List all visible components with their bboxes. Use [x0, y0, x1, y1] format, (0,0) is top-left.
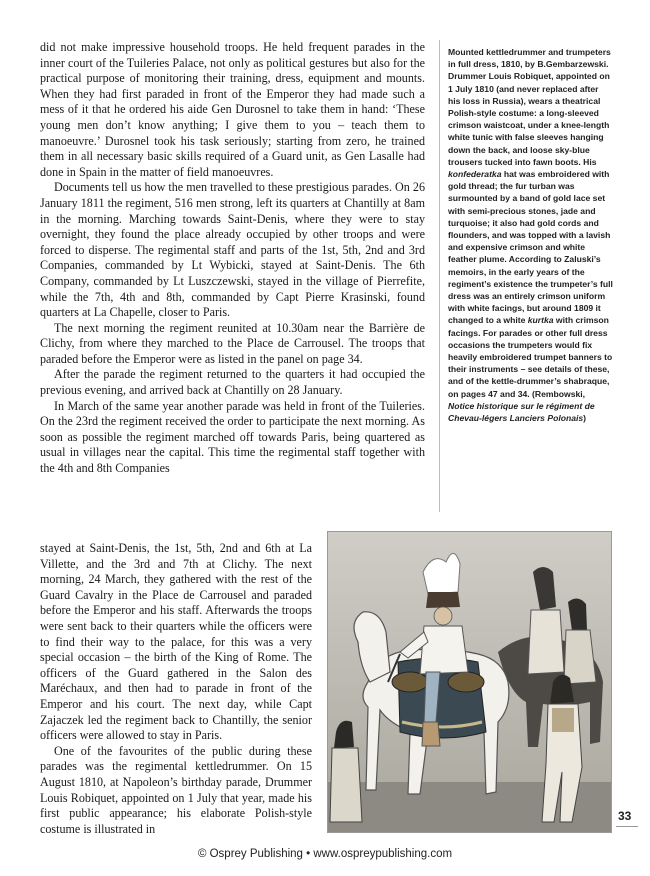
body-paragraph: Documents tell us how the men travelled to these prestigious parades. On 26 January 1811 the regiment, 516 men strong, left its quarters at Chantilly at 8am in the morning. Marching towards Saint-Denis, where they were to stay overnight, they found the place already occupied by other troops and were forced to disperse. The regimental staff and parts of the 1st, 5th, 2nd and 3rd Companies, commanded by Lt Wybicki, stayed at Saint-Denis. The 6th Company, commanded by Lt Luszczewski, stayed in the village of Pierrefite, while the 7th, 4th and 8th, commanded by Capt Pierre Krasinski, found quarters at La Chapelle, closer to Paris. [40, 180, 425, 320]
body-paragraph: stayed at Saint-Denis, the 1st, 5th, 2nd and 6th at La Villette, and the 3rd and 7th at Clichy. The next morning, 24 March, they gathered with the rest of the Guard Cavalry in the Place de Carrousel and paraded before the Emperor and his staff. Afterwards the troops were sent back to their quarters while the officers were to find their way to the palace, for this was a very special occasion – the birth of the King of Rome. The officers of the Guard gathered in the Salon des Maréchaux, and then had to parade in front of the Emperor and his court. The next day, while Capt Zajaczek led the regiment back to Chantilly, the senior officers were allowed to stay in Paris. [40, 541, 312, 743]
rider-tunic [420, 626, 468, 674]
body-paragraph: did not make impressive household troops. He held frequent parades in the inner court of the Tuileries Palace, not only as political gestures but also for the practical purpose of monitoring their training, dress, equipment and mounts. When they had first paraded in front of the Emperor they had made such a mess of it that he ordered his aide Gen Durosnel to take them in hand: ‘These young men don’t know anything; I give them to you – teach them to manoeuvre.’ Durosnel took his task seriously; starting from zero, he trained them in all necessary basic skills required of a Guard unit, as Gen Lasalle had done in Spain in the matter of field manoeuvres. [40, 40, 425, 179]
trumpeter-figure [564, 630, 596, 684]
main-text-column [40, 40, 425, 477]
illustration-drawing [328, 532, 611, 832]
kettledrummer-illustration [327, 531, 612, 833]
caption-text: hat was embroidered with gold thread; the fur turban was surmounted by a band of gold lace set with semi-precious stones, jade and turquoise; it also had gold cords and flounders, and was topped with a lavish and expensive crimson and white feather plume. According to Zaluski’s memoirs, in the early years of the regiment’s existence the trumpeter’s full dress was an entirely crimson uniform with white facings, but around 1809 it changed to a white [448, 169, 613, 326]
caption-italic: Notice historique sur le régiment de Chevau-légers Lanciers Polonais [448, 400, 595, 424]
caption-italic: konfederatka [448, 169, 502, 180]
kettledrum [448, 672, 484, 692]
rider-face [434, 607, 452, 625]
illustration-caption [448, 46, 613, 424]
caption-italic: kurtka [527, 315, 554, 326]
turban [426, 592, 460, 608]
foreground-figure [330, 748, 362, 822]
sidebar-divider [439, 40, 440, 512]
page-number-rule [616, 826, 638, 827]
trumpeter-figure [528, 610, 564, 674]
page-number: 33 [618, 809, 632, 823]
body-paragraph: In March of the same year another parade was held in front of the Tuileries. On the 23rd the regiment received the order to participate the next morning. As soon as possible the regiment marched off towards Paris, being quartered as usual in villages near the capital. This time the regimental staff together with the 4th and 8th Companies [40, 398, 425, 476]
body-paragraph: One of the favourites of the public during these parades was the regimental kettledrummer. On 15 August 1810, at Napoleon’s birthday parade, Drummer Louis Robiquet, appointed on 1 July that year, made his first public appearance; his elaborate Polish-style costume is illustrated in [40, 743, 312, 836]
body-paragraph: The next morning the regiment reunited at 10.30am near the Barrière de Clichy, from where they marched to the Place de Carrousel. The troops that paraded before the Emperor were as listed in the panel on page 34. [40, 320, 425, 366]
publisher-footer: © Osprey Publishing • www.ospreypublishing.com [197, 848, 453, 860]
caption-text: Mounted kettledrummer and trumpeters in full dress, 1810, by B.Gembarzewski. Drummer Louis Robiquet, appointed on 1 July 1810 (and never replaced after his loss in Russia), wears a theatrical Polish-style costume: a long-sleeved crimson waistcoat, under a knee-length white tunic with false sleeves hanging down the back, and loose sky-blue trousers tucked into fawn boots. His [448, 47, 611, 167]
kettledrum [392, 672, 428, 692]
trumpet-banner [552, 708, 574, 732]
rider-boot [422, 722, 440, 746]
wrapped-text-column [40, 541, 312, 837]
caption-text: with crimson facings. For parades or other full dress occasions the trumpeters would fix heavily embroidered trumpet banners to their instruments – see details of these, and of the kettle-drummer’s shabraque, on pages 47 and 34. (Rembowski, [448, 315, 613, 399]
body-paragraph: After the parade the regiment returned to the quarters it had occupied the previous evening, and arrived back at Chantilly on 28 January. [40, 367, 425, 398]
caption-text: ) [583, 413, 587, 424]
